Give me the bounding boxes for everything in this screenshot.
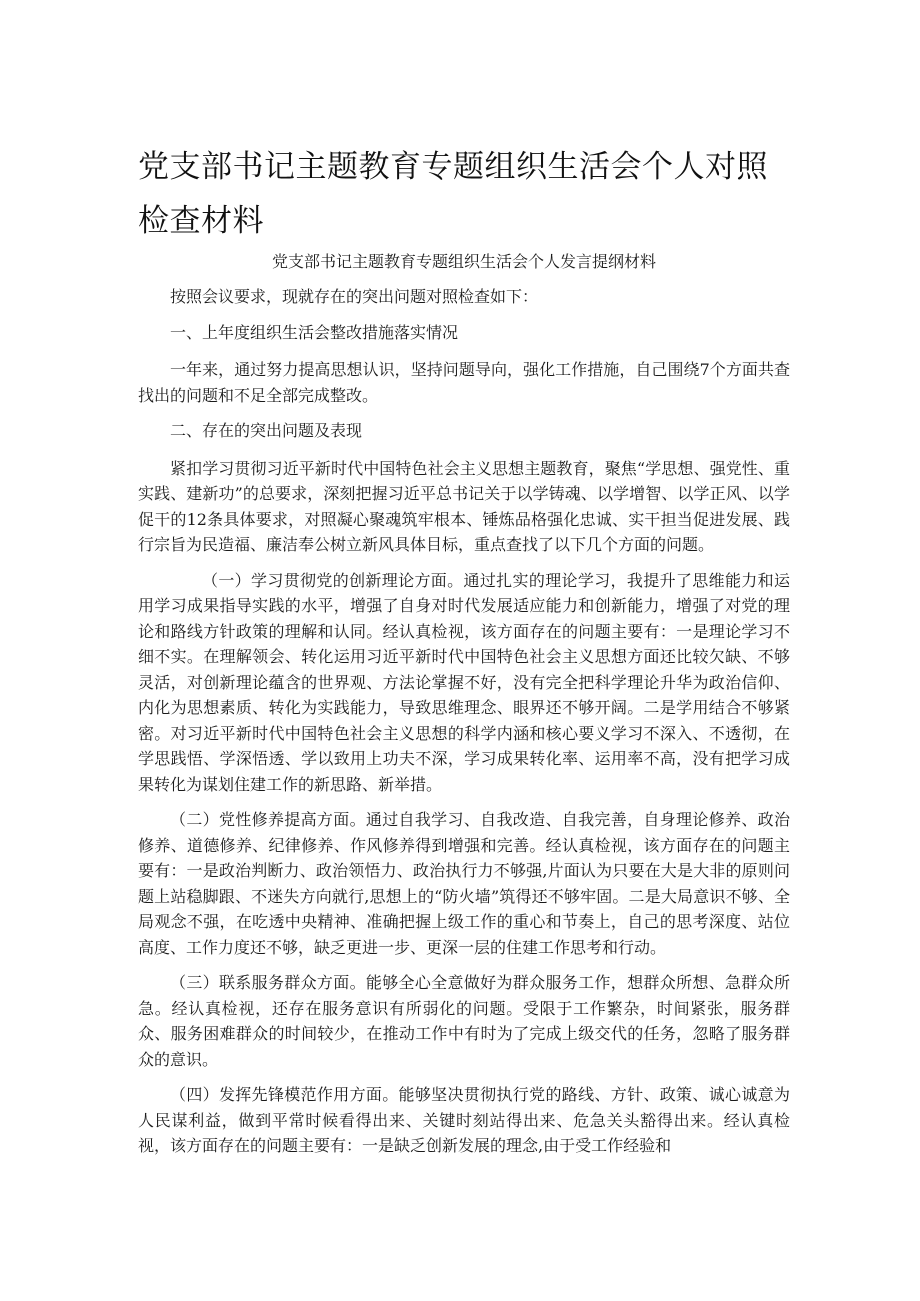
body-paragraph: （一）学习贯彻党的创新理论方面。通过扎实的理论学习，我提升了思维能力和运用学习成果指导实践的水平，增强了自身对时代发展适应能力和创新能力，增强了对党的理论和路线方针政策的理解和认同。经认真检视，该方面存在的问题主要有：一是理论学习不细不实。在理解领会、转化运用习近平新时代中国特色社会主义思想方面还比较欠缺、不够灵活，对创新理论蕴含的世界观、方法论掌握不好，没有完全把科学理论升华为政治信仰、内化为思想素质、转化为实践能力，导致思维理念、眼界还不够开阔。二是学用结合不够紧密。对习近平新时代中国特色社会主义思想的科学内涵和核心要义学习不深入、不透彻，在学思践悟、学深悟透、学以致用上功夫不深，学习成果转化率、运用率不高，没有把学习成果转化为谋划住建工作的新思路、新举措。 [138, 570, 790, 794]
body-paragraph: 紧扣学习贯彻习近平新时代中国特色社会主义思想主题教育，聚焦“学思想、强党性、重实践、建新功”的总要求，深刻把握习近平总书记关于以学铸魂、以学增智、以学正风、以学促干的12条具体要求，对照凝心聚魂筑牢根本、锤炼品格强化忠诚、实干担当促进发展、践行宗旨为民造福、廉洁奉公树立新风具体目标，重点查找了以下几个方面的问题。 [138, 458, 790, 554]
section-heading-1: 一、上年度组织生活会整改措施落实情况 [170, 322, 459, 342]
body-paragraph: （三）联系服务群众方面。能够全心全意做好为群众服务工作，想群众所想、急群众所急。经认真检视，还存在服务意识有所弱化的问题。受限于工作繁杂，时间紧张，服务群众、服务困难群众的时间较少，在推动工作中有时为了完成上级交代的任务，忽略了服务群众的意识。 [138, 973, 790, 1069]
intro-paragraph: 按照会议要求，现就存在的突出问题对照检查如下： [170, 287, 539, 306]
document-title: 党支部书记主题教育专题组织生活会个人对照检查材料 [138, 149, 768, 239]
section-heading-2: 二、存在的突出问题及表现 [170, 421, 363, 440]
body-paragraph: （四）发挥先锋模范作用方面。能够坚决贯彻执行党的路线、方针、政策、诚心诚意为人民谋利益，做到平常时候看得出来、关键时刻站得出来、危急关头豁得出来。经认真检视，该方面存在的问题主要有：一是缺乏创新发展的理念,由于受工作经验和 [138, 1085, 790, 1155]
body-paragraph: （二）党性修养提高方面。通过自我学习、自我改造、自我完善，自身理论修养、政治修养、道德修养、纪律修养、作风修养得到增强和完善。经认真检视，该方面存在的问题主要有：一是政治判断力、政治领悟力、政治执行力不够强,片面认为只要在大是大非的原则问题上站稳脚跟、不迷失方向就行,思想上的“防火墙”筑得还不够牢固。二是大局意识不够、全局观念不强，在吃透中央精神、准确把握上级工作的重心和节奏上，自己的思考深度、站位高度、工作力度还不够，缺乏更进一步、更深一层的住建工作思考和行动。 [138, 810, 790, 957]
document-subtitle: 党支部书记主题教育专题组织生活会个人发言提纲材料 [271, 252, 656, 271]
document-body [138, 250, 790, 1169]
body-paragraph: 一年来，通过努力提高思想认识，坚持问题导向，强化工作措施，自己围绕7个方面共查找出的问题和不足全部完成整改。 [138, 360, 790, 405]
